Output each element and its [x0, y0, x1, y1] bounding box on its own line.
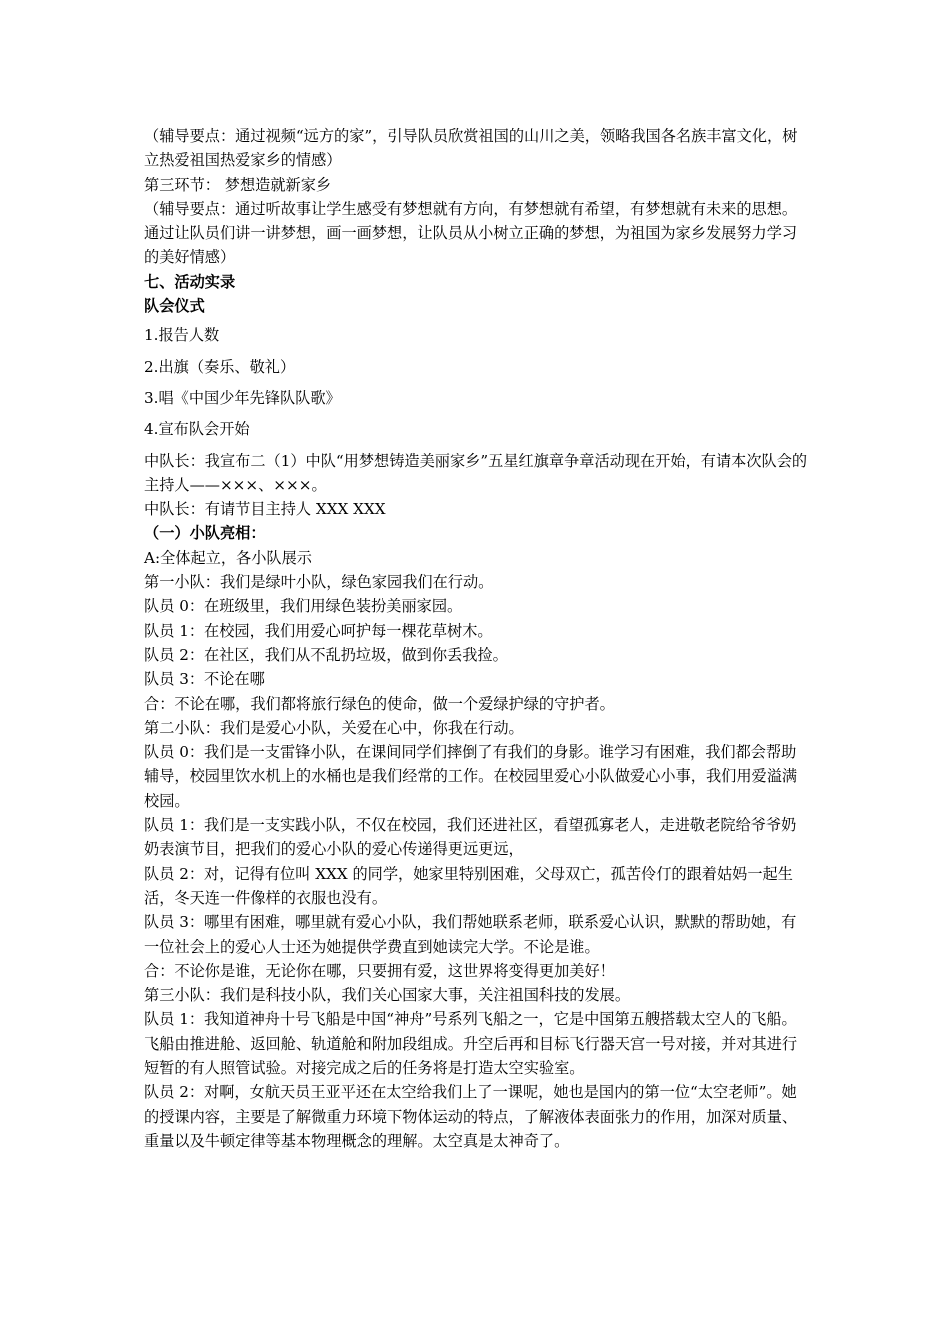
document-body: [144, 124, 810, 1153]
ceremony-step-2: 2.出旗（奏乐、敬礼）: [144, 357, 296, 376]
squad-3-member-2: 队员 2：对啊，女航天员王亚平还在太空给我们上了一课呢，她也是国内的第一位“太空老师”。她的授课内容，主要是了解微重力环境下物体运动的特点，了解液体表面张力的作用，加深对质量、重量以及牛顿定律等基本物理概念的理解。太空真是太神奇了。: [144, 1083, 798, 1150]
squad-showcase-heading: （一）小队亮相：: [144, 524, 266, 543]
ceremony-heading: 队会仪式: [144, 297, 205, 316]
squad-2-member-2: 队员 2：对，记得有位叫 XXX 的同学，她家里特别困难，父母双亡，孤苦伶仃的跟着姑妈一起生活，冬天连一件像样的衣服也没有。: [144, 864, 793, 907]
squad-2-chorus: 合：不论你是谁，无论你在哪，只要拥有爱，这世界将变得更加美好！: [144, 961, 615, 980]
captain-invite-hosts: 中队长：有请节目主持人 XXX XXX: [144, 500, 386, 519]
ceremony-step-3: 3.唱《中国少年先锋队队歌》: [144, 388, 341, 407]
squad-1-member-0: 队员 0：在班级里，我们用绿色装扮美丽家园。: [144, 597, 463, 616]
squad-2-member-3: 队员 3：哪里有困难，哪里就有爱心小队，我们帮她联系老师，联系爱心认识，默默的帮助她，有一位社会上的爱心人士还为她提供学费直到她读完大学。不论是谁。: [144, 913, 797, 956]
squad-1-member-3: 队员 3：不论在哪: [144, 670, 265, 689]
squad-1-member-2: 队员 2：在社区，我们从不乱扔垃圾，做到你丢我捡。: [144, 645, 508, 664]
host-line: A:全体起立，各小队展示: [144, 548, 312, 567]
squad-2-member-0: 队员 0：我们是一支雷锋小队，在课间同学们摔倒了有我们的身影。谁学习有困难，我们都会帮助辅导，校园里饮水机上的水桶也是我们经常的工作。在校园里爱心小队做爱心小事，我们用爱溢满校园。: [144, 743, 798, 810]
guidance-note-2: （辅导要点：通过视频“远方的家”，引导队员欣赏祖国的山川之美，领略我国各名族丰富文化，树立热爱祖国热爱家乡的情感）: [144, 127, 798, 170]
section-3-heading: 第三环节： 梦想造就新家乡: [144, 175, 332, 194]
ceremony-step-4: 4.宣布队会开始: [144, 420, 250, 439]
captain-announcement: 中队长：我宣布二（1）中队“用梦想铸造美丽家乡”五星红旗章争章活动现在开始，有请本次队会的主持人——×××、×××。: [144, 451, 808, 494]
squad-1-member-1: 队员 1：在校园，我们用爱心呵护每一棵花草树木。: [144, 621, 493, 640]
guidance-note-3: （辅导要点：通过听故事让学生感受有梦想就有方向，有梦想就有希望，有梦想就有未来的思想。通过让队员们讲一讲梦想，画一画梦想，让队员从小树立正确的梦想，为祖国为家乡发展努力学习的美好情感）: [144, 199, 798, 267]
ceremony-step-1: 1.报告人数: [144, 326, 220, 345]
activity-record-heading: 七、活动实录: [144, 272, 236, 291]
squad-3-intro: 第三小队：我们是科技小队，我们关心国家大事，关注祖国科技的发展。: [144, 986, 630, 1005]
squad-2-member-1: 队员 1：我们是一支实践小队，不仅在校园，我们还进社区，看望孤寡老人，走进敬老院给爷爷奶奶表演节目，把我们的爱心小队的爱心传递得更远更远，: [144, 816, 797, 859]
squad-3-member-1: 队员 1：我知道神舟十号飞船是中国“神舟”号系列飞船之一，它是中国第五艘搭载太空人的飞船。飞船由推进舱、返回舱、轨道舱和附加段组成。升空后再和目标飞行器天宫一号对接，并对其进行短暂的有人照管试验。对接完成之后的任务将是打造太空实验室。: [144, 1010, 798, 1077]
squad-1-chorus: 合：不论在哪，我们都将旅行绿色的使命，做一个爱绿护绿的守护者。: [144, 694, 615, 713]
squad-1-intro: 第一小队：我们是绿叶小队，绿色家园我们在行动。: [144, 573, 494, 592]
squad-2-intro: 第二小队：我们是爱心小队，关爱在心中，你我在行动。: [144, 718, 524, 737]
